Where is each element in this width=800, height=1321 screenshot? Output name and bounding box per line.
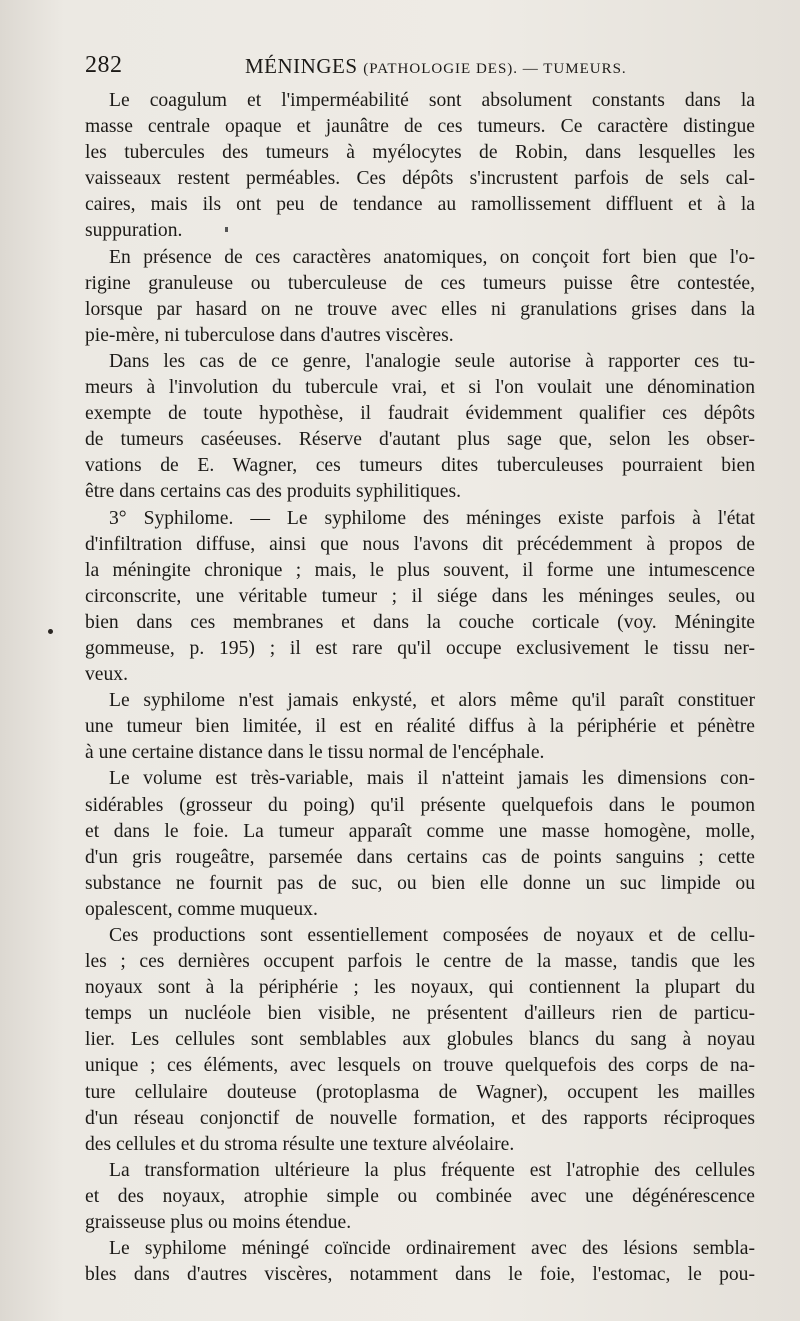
text-line: graisseuse plus ou moins étendue.	[85, 1212, 352, 1234]
text-line: une tumeur bien limitée, il est en réalité diffus à la périphérie et pénètre	[85, 716, 755, 738]
text-line: vations de E. Wagner, ces tumeurs dites tuberculeuses pourraient bien	[85, 455, 755, 477]
text-line: Le coagulum et l'imperméabilité sont absolument constants dans la	[109, 90, 755, 111]
text-line: veux.	[85, 664, 128, 686]
text-line: opalescent, comme muqueux.	[85, 898, 318, 920]
text-line: temps un nucléole bien visible, ne présentent d'ailleurs rien de particu-	[85, 1003, 755, 1025]
text-line: Le syphilome méningé coïncide ordinairement avec des lésions sembla-	[109, 1238, 755, 1260]
text-line: lorsque par hasard on ne trouve avec elles ni granulations grises dans la	[85, 298, 755, 320]
text-line: sidérables (grosseur du poing) qu'il présente quelquefois dans le poumon	[85, 794, 755, 816]
text-line: et des noyaux, atrophie simple ou combinée avec une dégénérescence	[85, 1185, 755, 1207]
text-line: gommeuse, p. 195) ; il est rare qu'il occupe exclusivement le tissu ner-	[85, 637, 755, 659]
text-line: Ces productions sont essentiellement composées de noyaux et de cellu-	[109, 925, 755, 946]
text-line: les tubercules des tumeurs à myélocytes de Robin, dans lesquelles les	[85, 142, 755, 164]
text-line: de tumeurs caséeuses. Réserve d'autant plus sage que, selon les obser-	[85, 429, 755, 451]
text-line: Dans les cas de ce genre, l'analogie seule autorise à rapporter ces tu-	[109, 350, 755, 372]
text-line: à une certaine distance dans le tissu normal de l'encéphale.	[85, 742, 545, 764]
ink-mark	[225, 227, 228, 232]
text-line: d'infiltration diffuse, ainsi que nous l'avons dit précédemment à propos de	[85, 533, 755, 555]
text-line: bien dans ces membranes et dans la couche corticale (voy. Méningite	[85, 611, 755, 633]
text-line: d'un réseau conjonctif de nouvelle formation, et des rapports réciproques	[85, 1107, 755, 1129]
body-text	[85, 88, 755, 1288]
ink-spot	[48, 629, 53, 634]
text-line: bles dans d'autres viscères, notamment dans le foie, l'estomac, le pou-	[85, 1264, 755, 1286]
text-line: vaisseaux restent perméables. Ces dépôts s'incrustent parfois de sels cal-	[85, 168, 755, 190]
text-line: substance ne fournit pas de suc, ou bien elle donne un suc limpide ou	[85, 872, 755, 894]
text-line: caires, mais ils ont peu de tendance au ramollissement diffluent et à la	[85, 194, 755, 216]
text-line: être dans certains cas des produits syphilitiques.	[85, 481, 462, 503]
text-line: d'un gris rougeâtre, parsemée dans certains cas de points sanguins ; cette	[85, 846, 755, 868]
page-header	[85, 52, 765, 86]
text-line: Le syphilome n'est jamais enkysté, et alors même qu'il paraît constituer	[109, 690, 755, 712]
text-line: pie-mère, ni tuberculose dans d'autres viscères.	[85, 324, 454, 346]
text-line: lier. Les cellules sont semblables aux globules blancs du sang à noyau	[85, 1029, 755, 1051]
text-line: exempte de toute hypothèse, il faudrait évidemment qualifier ces dépôts	[85, 403, 755, 425]
text-line: la méningite chronique ; mais, le plus souvent, il forme une intumescence	[85, 559, 755, 581]
text-line: La transformation ultérieure la plus fréquente est l'atrophie des cellules	[109, 1159, 755, 1181]
running-head-subtitle: (PATHOLOGIE DES). — TUMEURS.	[363, 61, 627, 77]
text-line: meurs à l'involution du tubercule vrai, et si l'on voulait une dénomination	[85, 377, 755, 399]
text-line: ture cellulaire douteuse (protoplasma de Wagner), occupent les mailles	[85, 1081, 755, 1103]
text-line: suppuration.	[85, 220, 183, 242]
text-line: 3° Syphilome. — Le syphilome des méninges existe parfois à l'état	[109, 507, 755, 529]
text-line: les ; ces dernières occupent parfois le centre de la masse, tandis que les	[85, 951, 755, 973]
text-line: masse centrale opaque et jaunâtre de ces tumeurs. Ce caractère distingue	[85, 116, 755, 138]
text-line: rigine granuleuse ou tuberculeuse de ces tumeurs puisse être contestée,	[85, 272, 755, 294]
running-head	[245, 54, 627, 79]
text-line: noyaux sont à la périphérie ; les noyaux, qui contiennent la plupart du	[85, 977, 755, 999]
text-line: des cellules et du stroma résulte une texture alvéolaire.	[85, 1133, 515, 1155]
text-line: circonscrite, une véritable tumeur ; il siége dans les méninges seules, ou	[85, 585, 755, 607]
text-line: Le volume est très-variable, mais il n'atteint jamais les dimensions con-	[109, 768, 755, 790]
text-line: unique ; ces éléments, avec lesquels on trouve quelquefois des corps de na-	[85, 1055, 755, 1077]
running-head-title: MÉNINGES	[245, 54, 358, 78]
page-number: 282	[85, 52, 123, 78]
text-line: et dans le foie. La tumeur apparaît comme une masse homogène, molle,	[85, 820, 755, 842]
text-line: En présence de ces caractères anatomiques, on conçoit fort bien que l'o-	[109, 246, 755, 268]
